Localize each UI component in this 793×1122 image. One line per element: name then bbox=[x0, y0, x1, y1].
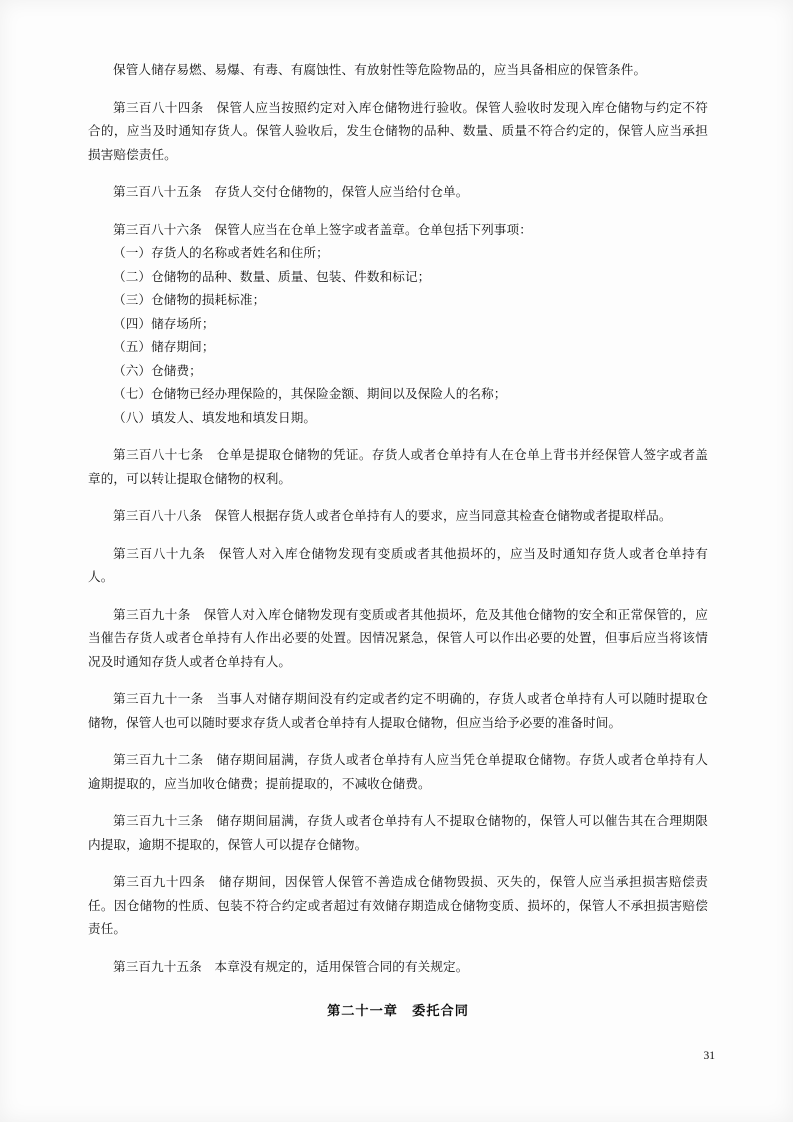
list-item: （七）仓储物已经办理保险的，其保险金额、期间以及保险人的名称； bbox=[113, 386, 507, 401]
list-item: （三）仓储物的损耗标准； bbox=[113, 292, 266, 307]
list-item: （四）储存场所； bbox=[113, 315, 215, 331]
article-389: 第三百八十九条 保管人对入库仓储物发现有变质或者其他损坏的，应当及时通知存货人或者仓单持有人。 bbox=[88, 545, 708, 584]
article-394: 第三百九十四条 储存期间，因保管人保管不善造成仓储物毁损、灭失的，保管人应当承担损害赔偿责任。因仓储物的性质、包装不符合约定或者超过有效储存期造成仓储物变质、损坏的，保管人不承担损害赔偿责任。 bbox=[88, 874, 708, 936]
article-393: 第三百九十三条 储存期间届满，存货人或者仓单持有人不提取仓储物的，保管人可以催告其在合理期限内提取，逾期不提取的，保管人可以提存仓储物。 bbox=[88, 813, 708, 852]
list-item: （八）填发人、填发地和填发日期。 bbox=[113, 409, 317, 425]
article-388: 第三百八十八条 保管人根据存货人或者仓单持有人的要求，应当同意其检查仓储物或者提取样品。 bbox=[113, 508, 672, 523]
list-item: （一）存货人的名称或者姓名和住所； bbox=[113, 245, 329, 260]
page-content bbox=[88, 58, 708, 1024]
chapter-heading: 第二十一章 委托合同 bbox=[327, 1004, 469, 1019]
article-390: 第三百九十条 保管人对入库仓储物发现有变质或者其他损坏，危及其他仓储物的安全和正常保管的，应当催告存货人或者仓单持有人作出必要的处置。因情况紧急，保管人可以作出必要的处置，但事后应当将该情况及时通知存货人或者仓单持有人。 bbox=[88, 606, 708, 669]
paragraph-continued: 保管人储存易燃、易爆、有毒、有腐蚀性、有放射性等危险物品的，应当具备相应的保管条件。 bbox=[113, 62, 647, 77]
article-386-block bbox=[88, 218, 708, 430]
article-384: 第三百八十四条 保管人应当按照约定对入库仓储物进行验收。保管人验收时发现入库仓储物与约定不符合的，应当及时通知存货人。保管人验收后，发生仓储物的品种、数量、质量不符合约定的，保管人应当承担损害赔偿责任。 bbox=[88, 99, 708, 162]
article-387: 第三百八十七条 仓单是提取仓储物的凭证。存货人或者仓单持有人在仓单上背书并经保管人签字或者盖章的，可以转让提取仓储物的权利。 bbox=[88, 447, 708, 486]
article-391: 第三百九十一条 当事人对储存期间没有约定或者约定不明确的，存货人或者仓单持有人可以随时提取仓储物，保管人也可以随时要求存货人或者仓单持有人提取仓储物，但应当给予必要的准备时间。 bbox=[88, 691, 708, 730]
page-number: 31 bbox=[703, 1050, 715, 1062]
article-385: 第三百八十五条 存货人交付仓储物的，保管人应当给付仓单。 bbox=[113, 184, 469, 199]
list-item: （五）储存期间； bbox=[113, 339, 215, 354]
article-395: 第三百九十五条 本章没有规定的，适用保管合同的有关规定。 bbox=[113, 958, 469, 974]
list-item: （六）仓储费； bbox=[113, 362, 202, 378]
article-392: 第三百九十二条 储存期间届满，存货人或者仓单持有人应当凭仓单提取仓储物。存货人或者仓单持有人逾期提取的，应当加收仓储费；提前提取的，不减收仓储费。 bbox=[88, 752, 708, 791]
list-item: （二）仓储物的品种、数量、质量、包装、件数和标记； bbox=[113, 268, 431, 284]
article-386: 第三百八十六条 保管人应当在仓单上签字或者盖章。仓单包括下列事项： bbox=[113, 221, 532, 237]
